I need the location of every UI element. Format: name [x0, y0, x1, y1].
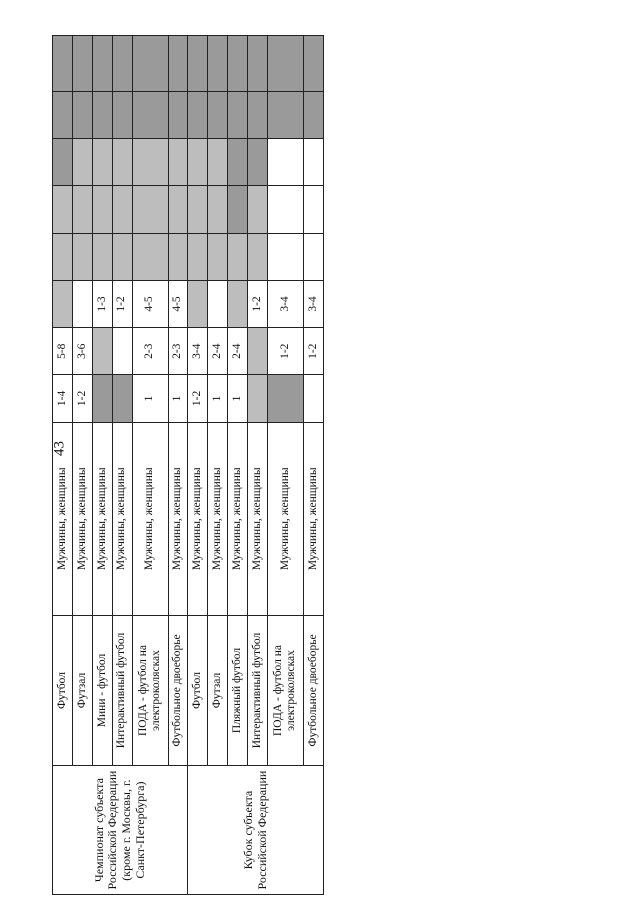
gender-cell: Мужчины, женщины	[112, 422, 132, 615]
rank-cell	[208, 233, 228, 280]
rank-cell	[72, 139, 92, 186]
rank-cell	[188, 233, 208, 280]
rank-cell	[53, 186, 73, 233]
rank-cell	[112, 186, 132, 233]
rank-cell	[72, 36, 92, 92]
table-row	[132, 36, 168, 895]
rank-cell	[304, 36, 324, 92]
discipline-cell: Пляжный футбол	[228, 615, 248, 765]
rank-cell: 1-2	[248, 280, 268, 327]
rank-cell: 2-3	[132, 328, 168, 375]
discipline-cell: Интерактивный футбол	[112, 615, 132, 765]
rank-cell: 1	[208, 375, 228, 422]
rank-cell	[92, 36, 112, 92]
rank-cell: 1-2	[72, 375, 92, 422]
table-row	[188, 36, 208, 895]
rank-cell	[228, 233, 248, 280]
rank-cell	[72, 280, 92, 327]
rank-cell: 3-4	[304, 280, 324, 327]
gender-cell: Мужчины, женщины	[92, 422, 112, 615]
rank-cell	[248, 186, 268, 233]
rank-cell	[228, 91, 248, 138]
table-row	[92, 36, 112, 895]
table-row	[112, 36, 132, 895]
gender-cell: Мужчины, женщины	[72, 422, 92, 615]
rank-cell	[267, 91, 303, 138]
rank-cell	[53, 36, 73, 92]
rank-cell: 1-4	[53, 375, 73, 422]
table-row	[72, 36, 92, 895]
gender-cell: Мужчины, женщины	[304, 422, 324, 615]
rank-cell	[267, 186, 303, 233]
table-row	[208, 36, 228, 895]
rank-cell: 4-5	[132, 280, 168, 327]
rank-cell	[92, 186, 112, 233]
rank-cell: 1-2	[112, 280, 132, 327]
rank-cell: 2-4	[208, 328, 228, 375]
rank-cell	[168, 91, 188, 138]
rank-cell	[304, 139, 324, 186]
rank-cell	[132, 36, 168, 92]
discipline-cell: ПОДА - футбол на электроколясках	[267, 615, 303, 765]
rank-cell	[304, 186, 324, 233]
rank-cell	[53, 280, 73, 327]
gender-cell: Мужчины, женщины	[53, 422, 73, 615]
rank-cell	[112, 139, 132, 186]
discipline-cell: Футзал	[208, 615, 228, 765]
rank-cell	[112, 233, 132, 280]
rank-cell: 1-3	[92, 280, 112, 327]
table-row	[168, 36, 188, 895]
rank-cell	[53, 139, 73, 186]
rank-cell	[228, 139, 248, 186]
gender-cell: Мужчины, женщины	[132, 422, 168, 615]
rank-cell	[304, 233, 324, 280]
rank-cell	[112, 91, 132, 138]
discipline-cell: ПОДА - футбол на электроколясках	[132, 615, 168, 765]
rank-cell	[208, 91, 228, 138]
rank-cell	[267, 36, 303, 92]
rank-cell: 3-4	[188, 328, 208, 375]
rank-cell	[248, 375, 268, 422]
rank-cell	[72, 91, 92, 138]
rank-cell	[248, 328, 268, 375]
rank-cell	[132, 139, 168, 186]
rank-cell	[267, 233, 303, 280]
discipline-cell: Мини - футбол	[92, 615, 112, 765]
rank-cell: 1-2	[304, 328, 324, 375]
rank-cell	[112, 375, 132, 422]
rank-cell	[208, 139, 228, 186]
rank-cell: 5-8	[53, 328, 73, 375]
rank-cell: 1-2	[267, 328, 303, 375]
rank-cell	[168, 186, 188, 233]
gender-cell: Мужчины, женщины	[208, 422, 228, 615]
rank-cell	[267, 139, 303, 186]
rank-cell	[248, 139, 268, 186]
rank-cell	[132, 91, 168, 138]
competition-cell: Кубок субъекта Российской Федерации	[188, 766, 324, 895]
competition-cell: Чемпионат субъекта Российской Федерации (кроме г. Москвы, г. Санкт-Петербурга)	[53, 766, 188, 895]
rank-cell: 2-4	[228, 328, 248, 375]
rank-cell	[248, 233, 268, 280]
rank-cell	[188, 36, 208, 92]
page-number: 43	[51, 441, 68, 456]
rank-cell	[168, 139, 188, 186]
rank-cell	[53, 233, 73, 280]
rank-cell	[188, 139, 208, 186]
rank-cell	[92, 139, 112, 186]
discipline-cell: Футбол	[188, 615, 208, 765]
rank-cell	[132, 233, 168, 280]
gender-cell: Мужчины, женщины	[168, 422, 188, 615]
rank-cell	[267, 375, 303, 422]
rank-cell	[112, 36, 132, 92]
rank-cell	[92, 233, 112, 280]
rank-cell: 1	[228, 375, 248, 422]
table-row	[248, 36, 268, 895]
discipline-cell: Интерактивный футбол	[248, 615, 268, 765]
table-row	[53, 36, 73, 895]
rank-cell	[72, 233, 92, 280]
gender-cell: Мужчины, женщины	[267, 422, 303, 615]
rank-cell	[92, 328, 112, 375]
rank-cell	[304, 91, 324, 138]
rank-cell	[188, 280, 208, 327]
discipline-cell: Футбольное двоеборье	[304, 615, 324, 765]
rank-cell: 1	[168, 375, 188, 422]
gender-cell: Мужчины, женщины	[188, 422, 208, 615]
rank-cell	[168, 36, 188, 92]
rank-cell	[112, 328, 132, 375]
table-row	[304, 36, 324, 895]
rank-cell	[248, 36, 268, 92]
rank-cell: 1	[132, 375, 168, 422]
rank-requirements-table	[52, 35, 324, 895]
rank-cell: 3-6	[72, 328, 92, 375]
discipline-cell: Футзал	[72, 615, 92, 765]
rank-cell	[228, 186, 248, 233]
rank-cell	[132, 186, 168, 233]
rank-cell: 4-5	[168, 280, 188, 327]
rank-cell	[304, 375, 324, 422]
rotated-table-container	[52, 35, 324, 895]
rank-cell	[228, 36, 248, 92]
rank-cell	[72, 186, 92, 233]
gender-cell: Мужчины, женщины	[228, 422, 248, 615]
rank-cell	[92, 375, 112, 422]
table-row	[228, 36, 248, 895]
rank-cell	[208, 36, 228, 92]
rank-cell	[228, 280, 248, 327]
rank-cell	[188, 91, 208, 138]
rank-cell	[208, 186, 228, 233]
rank-cell	[168, 233, 188, 280]
discipline-cell: Футбол	[53, 615, 73, 765]
rank-cell	[92, 91, 112, 138]
rank-cell: 2-3	[168, 328, 188, 375]
table-row	[267, 36, 303, 895]
rank-cell: 1-2	[188, 375, 208, 422]
discipline-cell: Футбольное двоеборье	[168, 615, 188, 765]
rank-cell	[248, 91, 268, 138]
rank-cell	[53, 91, 73, 138]
gender-cell: Мужчины, женщины	[248, 422, 268, 615]
rank-cell	[188, 186, 208, 233]
rank-cell	[208, 280, 228, 327]
rank-cell: 3-4	[267, 280, 303, 327]
